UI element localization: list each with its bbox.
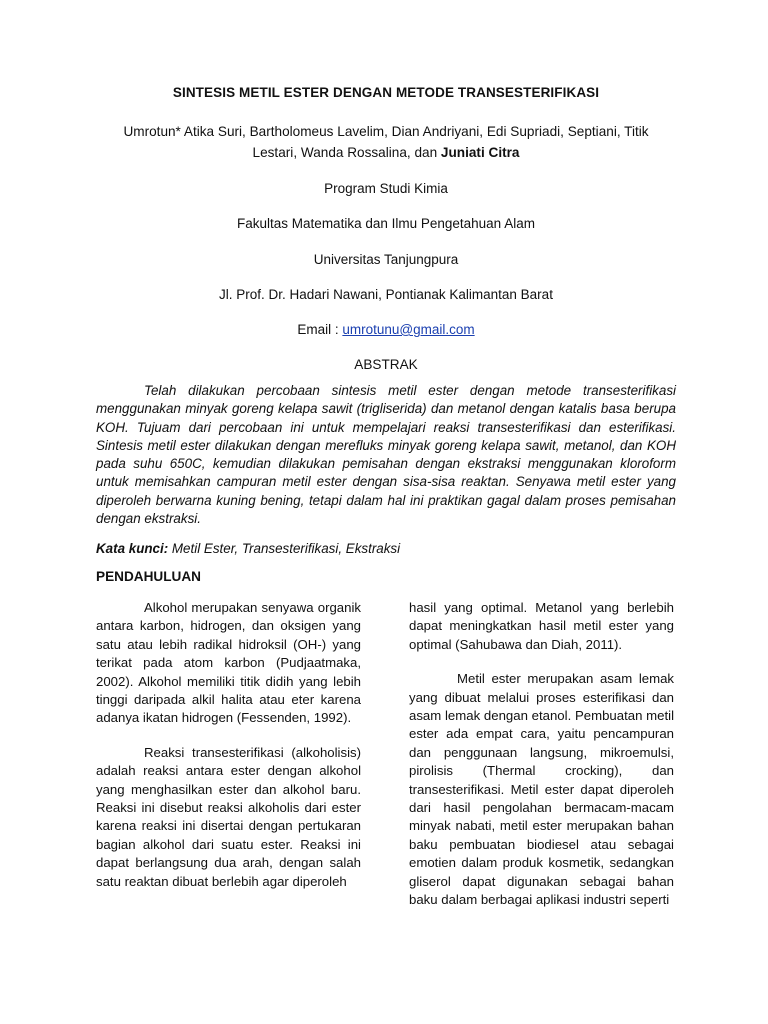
abstract-heading: ABSTRAK [354, 357, 418, 372]
paragraph: Metil ester merupakan asam lemak yang dibuat melalui proses esterifikasi dan asam lemak dengan etanol. Pembuatan metil ester ada empat cara, yaitu pencampuran dan penggunaan langsung, mikroemulsi, pirolisis (Thermal crocking), dan transesterifikasi. Metil ester dapat diperoleh dari hasil pengolahan bermacam-macam minyak nabati, metil ester merupakan bahan baku pembuatan biodiesel atau sebagai emotien dalam produk kosmetik, sedangkan gliserol dapat digunakan sebagai bahan baku dalam berbagai aplikasi industri seperti [409, 671, 674, 908]
authors-line-2: Lestari, Wanda Rossalina, dan [252, 145, 441, 160]
author-list [96, 121, 676, 163]
affiliation-university: Universitas Tanjungpura [313, 252, 459, 267]
abstract-text: Telah dilakukan percobaan sintesis metil ester dengan metode transesterifikasi menggunakan minyak goreng kelapa sawit (trigliserida) dan metanol dengan katalis basa berupa KOH. Tujuam dari percobaan ini untuk mempelajari reaksi transesterifikasi dan esterifikasi. Sintesis metil ester dilakukan dengan merefluks minyak goreng kelapa sawit, metanol, dan KOH pada suhu 650C, kemudian dilakukan pemisahan dengan ekstraksi menggunakan kloroform untuk memisahkan campuran metil ester dengan sisa-sisa reaktan. Senyawa metil ester yang diperoleh berwarna kuning bening, tetapi dalam hal ini praktikan gagal dalam proses pemisahan dengan ekstraksi. [96, 383, 676, 527]
body-column-left [96, 599, 361, 907]
corresponding-author: Juniati Citra [440, 145, 520, 160]
affiliation-program: Program Studi Kimia [324, 181, 448, 196]
body-column-right [409, 599, 674, 926]
keywords-values: Metil Ester, Transesterifikasi, Ekstraksi [168, 541, 401, 556]
email-link[interactable]: umrotunu@gmail.com [342, 322, 475, 337]
keywords-label: Kata kunci: [96, 541, 169, 556]
paragraph: hasil yang optimal. Metanol yang berlebih dapat meningkatkan hasil metil ester yang optimal (Sahubawa dan Diah, 2011). [409, 600, 674, 652]
paragraph: Alkohol merupakan senyawa organik antara karbon, hidrogen, dan oksigen yang satu atau lebih radikal hidroksil (OH-) yang terikat pada atom karbon (Pudjaatmaka, 2002). Alkohol memiliki titik didih yang lebih tinggi daripada alkil halita atau eter karena adanya ikatan hidrogen (Fessenden, 1992). [96, 600, 361, 726]
paper-title: SINTESIS METIL ESTER DENGAN METODE TRANSESTERIFIKASI [172, 85, 600, 100]
authors-line-1: Umrotun* Atika Suri, Bartholomeus Lavelim, Dian Andriyani, Edi Supriadi, Septiani, Titik [123, 124, 649, 139]
email-label: Email : [297, 322, 343, 337]
keywords-line [96, 541, 400, 556]
paragraph: Reaksi transesterifikasi (alkoholisis) adalah reaksi antara ester dengan alkohol yang menghasilkan ester dan alkohol baru. Reaksi ini disebut reaksi alkoholis dari ester karena reaksi ini disertai dengan pertukaran bagian alkohol dari suatu ester. Reaksi ini dapat berlangsung dua arah, dengan salah satu reaktan dibuat berlebih agar diperoleh [96, 744, 361, 889]
email-line [96, 321, 676, 339]
affiliation-address: Jl. Prof. Dr. Hadari Nawani, Pontianak Kalimantan Barat [219, 287, 553, 302]
affiliation-faculty: Fakultas Matematika dan Ilmu Pengetahuan Alam [237, 216, 535, 231]
section-heading-pendahuluan: PENDAHULUAN [96, 569, 201, 584]
